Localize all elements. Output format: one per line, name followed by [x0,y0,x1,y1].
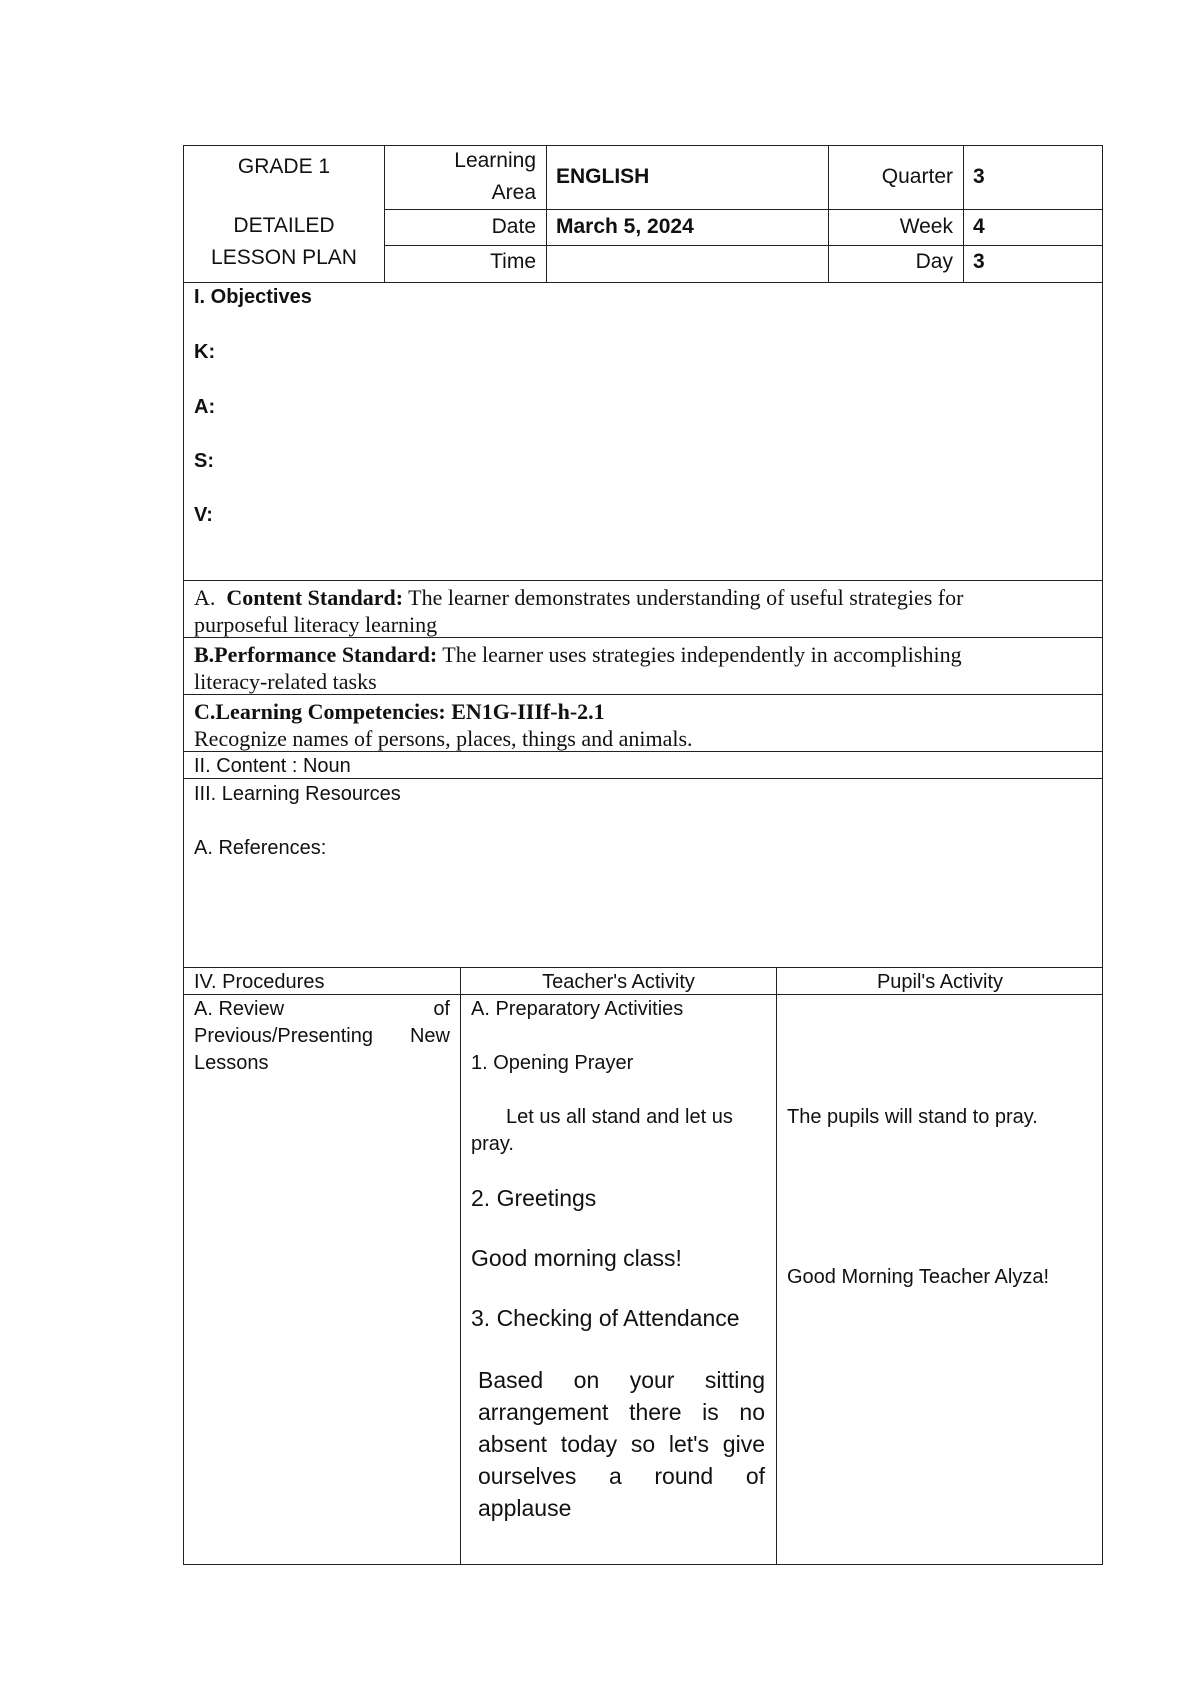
teacher-greetings: 2. Greetings [471,1185,597,1211]
header-divider [963,145,964,283]
header-divider [828,145,829,283]
performance-standard-text-2: literacy-related tasks [194,669,377,694]
performance-standard-text: The learner uses strategies independently in accomplishing [437,642,962,667]
content-standard-prefix: A. [194,585,216,610]
content-noun: II. Content : Noun [194,755,351,777]
content-standard [194,584,963,613]
procedures-header: IV. Procedures [194,971,325,993]
teacher-prayer-instruction-2: pray. [471,1133,514,1155]
teacher-prayer-instruction: Let us all stand and let us [506,1106,733,1128]
plan-title-grade: GRADE 1 [237,155,331,178]
objective-a: A: [194,396,216,418]
header-divider [546,145,547,283]
row-divider [183,967,1103,968]
objectives-heading: I. Objectives [194,286,312,308]
step-a-line1-left: A. Review [194,998,285,1020]
content-standard-label: Content Standard: [226,585,404,610]
objective-k: K: [194,341,216,363]
step-a-line1-right: of [433,998,450,1020]
plan-title-detailed: DETAILED [233,214,335,237]
performance-standard-label: B.Performance Standard: [194,642,438,667]
pupil-prayer-response: The pupils will stand to pray. [787,1106,1038,1128]
step-a-line3: Lessons [194,1052,269,1074]
time-label: Time [490,250,536,273]
day-label: Day [915,250,953,273]
teacher-preparatory-activities: A. Preparatory Activities [471,998,684,1020]
header-divider [384,145,385,283]
content-standard-text-2: purposeful literacy learning [194,612,438,637]
teacher-attendance-text: Based on your sitting arrangement there is no absent today so let's give ourselves a round of applause [478,1367,765,1521]
day-value: 3 [973,250,985,273]
content-standard-text: The learner demonstrates understanding of useful strategies for [403,585,964,610]
teacher-opening-prayer: 1. Opening Prayer [471,1052,634,1074]
performance-standard [194,641,962,670]
column-divider [460,967,461,1565]
column-divider [776,967,777,1565]
learning-area-label-2: Area [491,181,536,204]
week-value: 4 [973,215,985,238]
teacher-activity-header: Teacher's Activity [542,971,695,993]
week-label: Week [899,215,953,238]
objective-s: S: [194,450,214,472]
teacher-greetings-text: Good morning class! [471,1245,682,1271]
objective-v: V: [194,504,213,526]
row-divider [183,580,1103,581]
step-a-line2-left: Previous/Presenting [194,1025,373,1047]
plan-title-lesson-plan: LESSON PLAN [211,246,357,269]
header-row-divider [384,209,1103,210]
learning-resources-heading: III. Learning Resources [194,783,401,805]
step-a-line2-right: New [409,1025,450,1047]
learning-area-value: ENGLISH [556,165,650,188]
references-label: A. References: [194,837,327,859]
learning-competencies-text: Recognize names of persons, places, things and animals. [194,726,693,751]
pupil-greeting-response: Good Morning Teacher Alyza! [787,1266,1050,1288]
header-row-divider [384,245,1103,246]
date-label: Date [491,215,536,238]
quarter-value: 3 [973,165,985,188]
quarter-label: Quarter [881,165,953,188]
teacher-checking-attendance: 3. Checking of Attendance [471,1305,740,1331]
learning-area-label: Learning [454,149,536,172]
learning-competencies-label: C.Learning Competencies: EN1G-IIIf-h-2.1 [194,699,605,724]
date-value: March 5, 2024 [556,215,694,238]
pupil-activity-header: Pupil's Activity [876,971,1004,993]
